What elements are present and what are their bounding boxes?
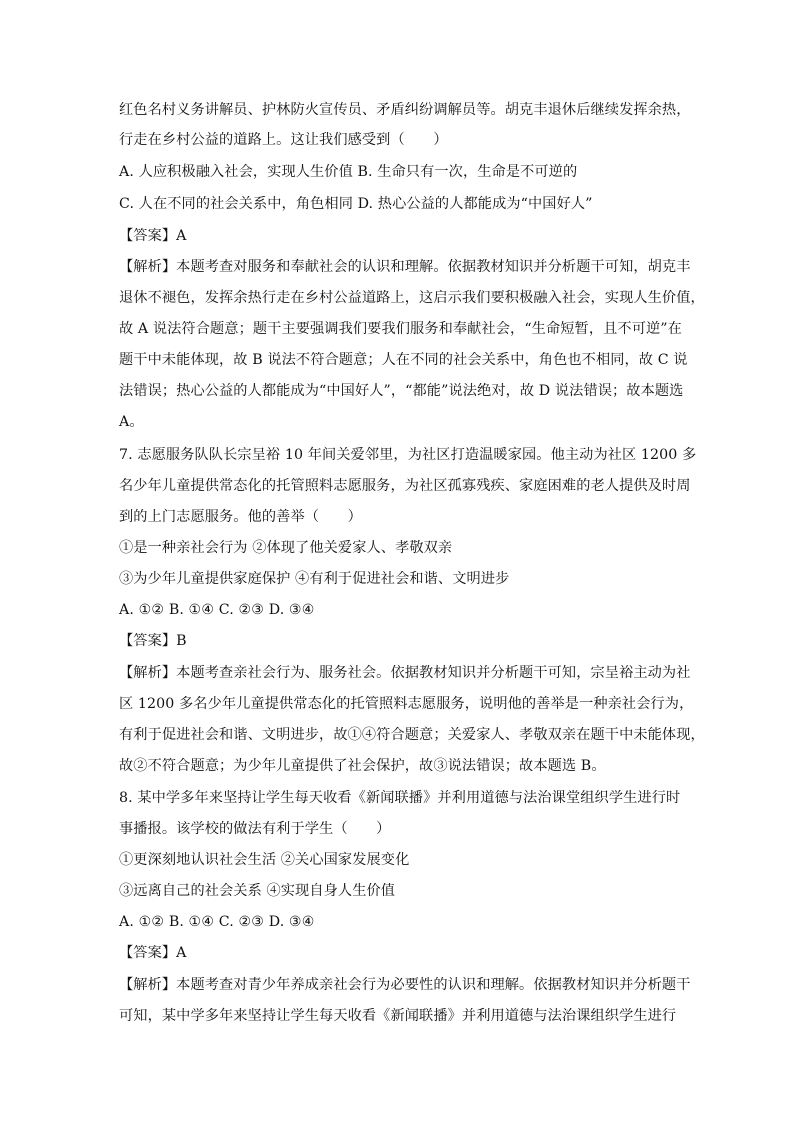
- q7-options: A. ①② B. ①④ C. ②③ D. ③④: [119, 602, 315, 618]
- q8-choices-row-1: ①更深刻地认识社会生活 ②关心国家发展变化: [119, 852, 410, 868]
- q6-analysis-line-5: 法错误；热心公益的人都能成为“中国好人”，“都能”说法绝对，故 D 说法错误；故本题选: [119, 383, 684, 399]
- q6-stem-line-2: 行走在乡村公益的道路上。这让我们感受到（ ）: [119, 132, 448, 148]
- q7-stem-line-3: 到的上门志愿服务。他的善举（ ）: [119, 509, 362, 525]
- q6-analysis-line-3: 故 A 说法符合题意；题干主要强调我们要我们服务和奉献社会，“生命短暂，且不可逆”在: [119, 321, 682, 337]
- q6-analysis-line-4: 题干中未能体现，故 B 说法不符合题意；人在不同的社会关系中，角色也不相同，故 C 说: [119, 352, 688, 368]
- q6-analysis-line-2: 退休不褪色，发挥余热行走在乡村公益道路上，这启示我们要积极融入社会，实现人生价值，: [119, 290, 705, 306]
- q7-analysis-line-1: 【解析】本题考查亲社会行为、服务社会。依据教材知识并分析题干可知，宗呈裕主动为社: [119, 665, 691, 681]
- q7-choices-row-2: ③为少年儿童提供家庭保护 ④有利于促进社会和谐、文明进步: [119, 571, 510, 587]
- q8-stem-line-2: 事播报。该学校的做法有利于学生（ ）: [119, 821, 391, 837]
- q7-answer: 【答案】B: [119, 633, 187, 649]
- q6-analysis-line-6: A。: [119, 414, 144, 430]
- q7-analysis-line-3: 有利于促进社会和谐、文明进步，故①④符合题意；关爱家人、孝敬双亲在题干中未能体现，: [119, 727, 705, 743]
- q7-analysis-line-4: 故②不符合题意；为少年儿童提供了社会保护，故③说法错误；故本题选 B。: [119, 758, 606, 774]
- q8-analysis-line-2: 可知，某中学多年来坚持让学生每天收看《新闻联播》并利用道德与法治课组织学生进行: [119, 1008, 677, 1024]
- q7-analysis-line-2: 区 1200 多名少年儿童提供常态化的托管照料志愿服务，说明他的善举是一种亲社会行为，: [119, 696, 694, 712]
- q8-options: A. ①② B. ①④ C. ②③ D. ③④: [119, 914, 315, 930]
- q8-analysis-line-1: 【解析】本题考查对青少年养成亲社会行为必要性的认识和理解。依据教材知识并分析题干: [119, 977, 691, 993]
- q6-analysis-line-1: 【解析】本题考查对服务和奉献社会的认识和理解。依据教材知识并分析题干可知，胡克丰: [119, 259, 691, 275]
- q8-choices-row-2: ③远离自己的社会关系 ④实现自身人生价值: [119, 883, 396, 899]
- q6-answer: 【答案】A: [119, 228, 187, 244]
- q6-options-row-1: A. 人应积极融入社会，实现人生价值 B. 生命只有一次，生命是不可逆的: [119, 164, 578, 180]
- q8-stem-line-1: 8. 某中学多年来坚持让学生每天收看《新闻联播》并利用道德与法治课堂组织学生进行时: [119, 790, 681, 806]
- q7-choices-row-1: ①是一种亲社会行为 ②体现了他关爱家人、孝敬双亲: [119, 540, 453, 556]
- q7-stem-line-2: 名少年儿童提供常态化的托管照料志愿服务，为社区孤寡残疾、家庭困难的老人提供及时周: [119, 478, 691, 494]
- q8-answer: 【答案】A: [119, 945, 187, 961]
- q6-stem-line-1: 红色名村义务讲解员、护林防火宣传员、矛盾纠纷调解员等。胡克丰退休后继续发挥余热，: [119, 102, 691, 118]
- q7-stem-line-1: 7. 志愿服务队队长宗呈裕 10 年间关爱邻里，为社区打造温暖家园。他主动为社区 1200 多: [119, 447, 697, 463]
- q6-options-row-2: C. 人在不同的社会关系中，角色相同 D. 热心公益的人都能成为“中国好人”: [119, 196, 593, 212]
